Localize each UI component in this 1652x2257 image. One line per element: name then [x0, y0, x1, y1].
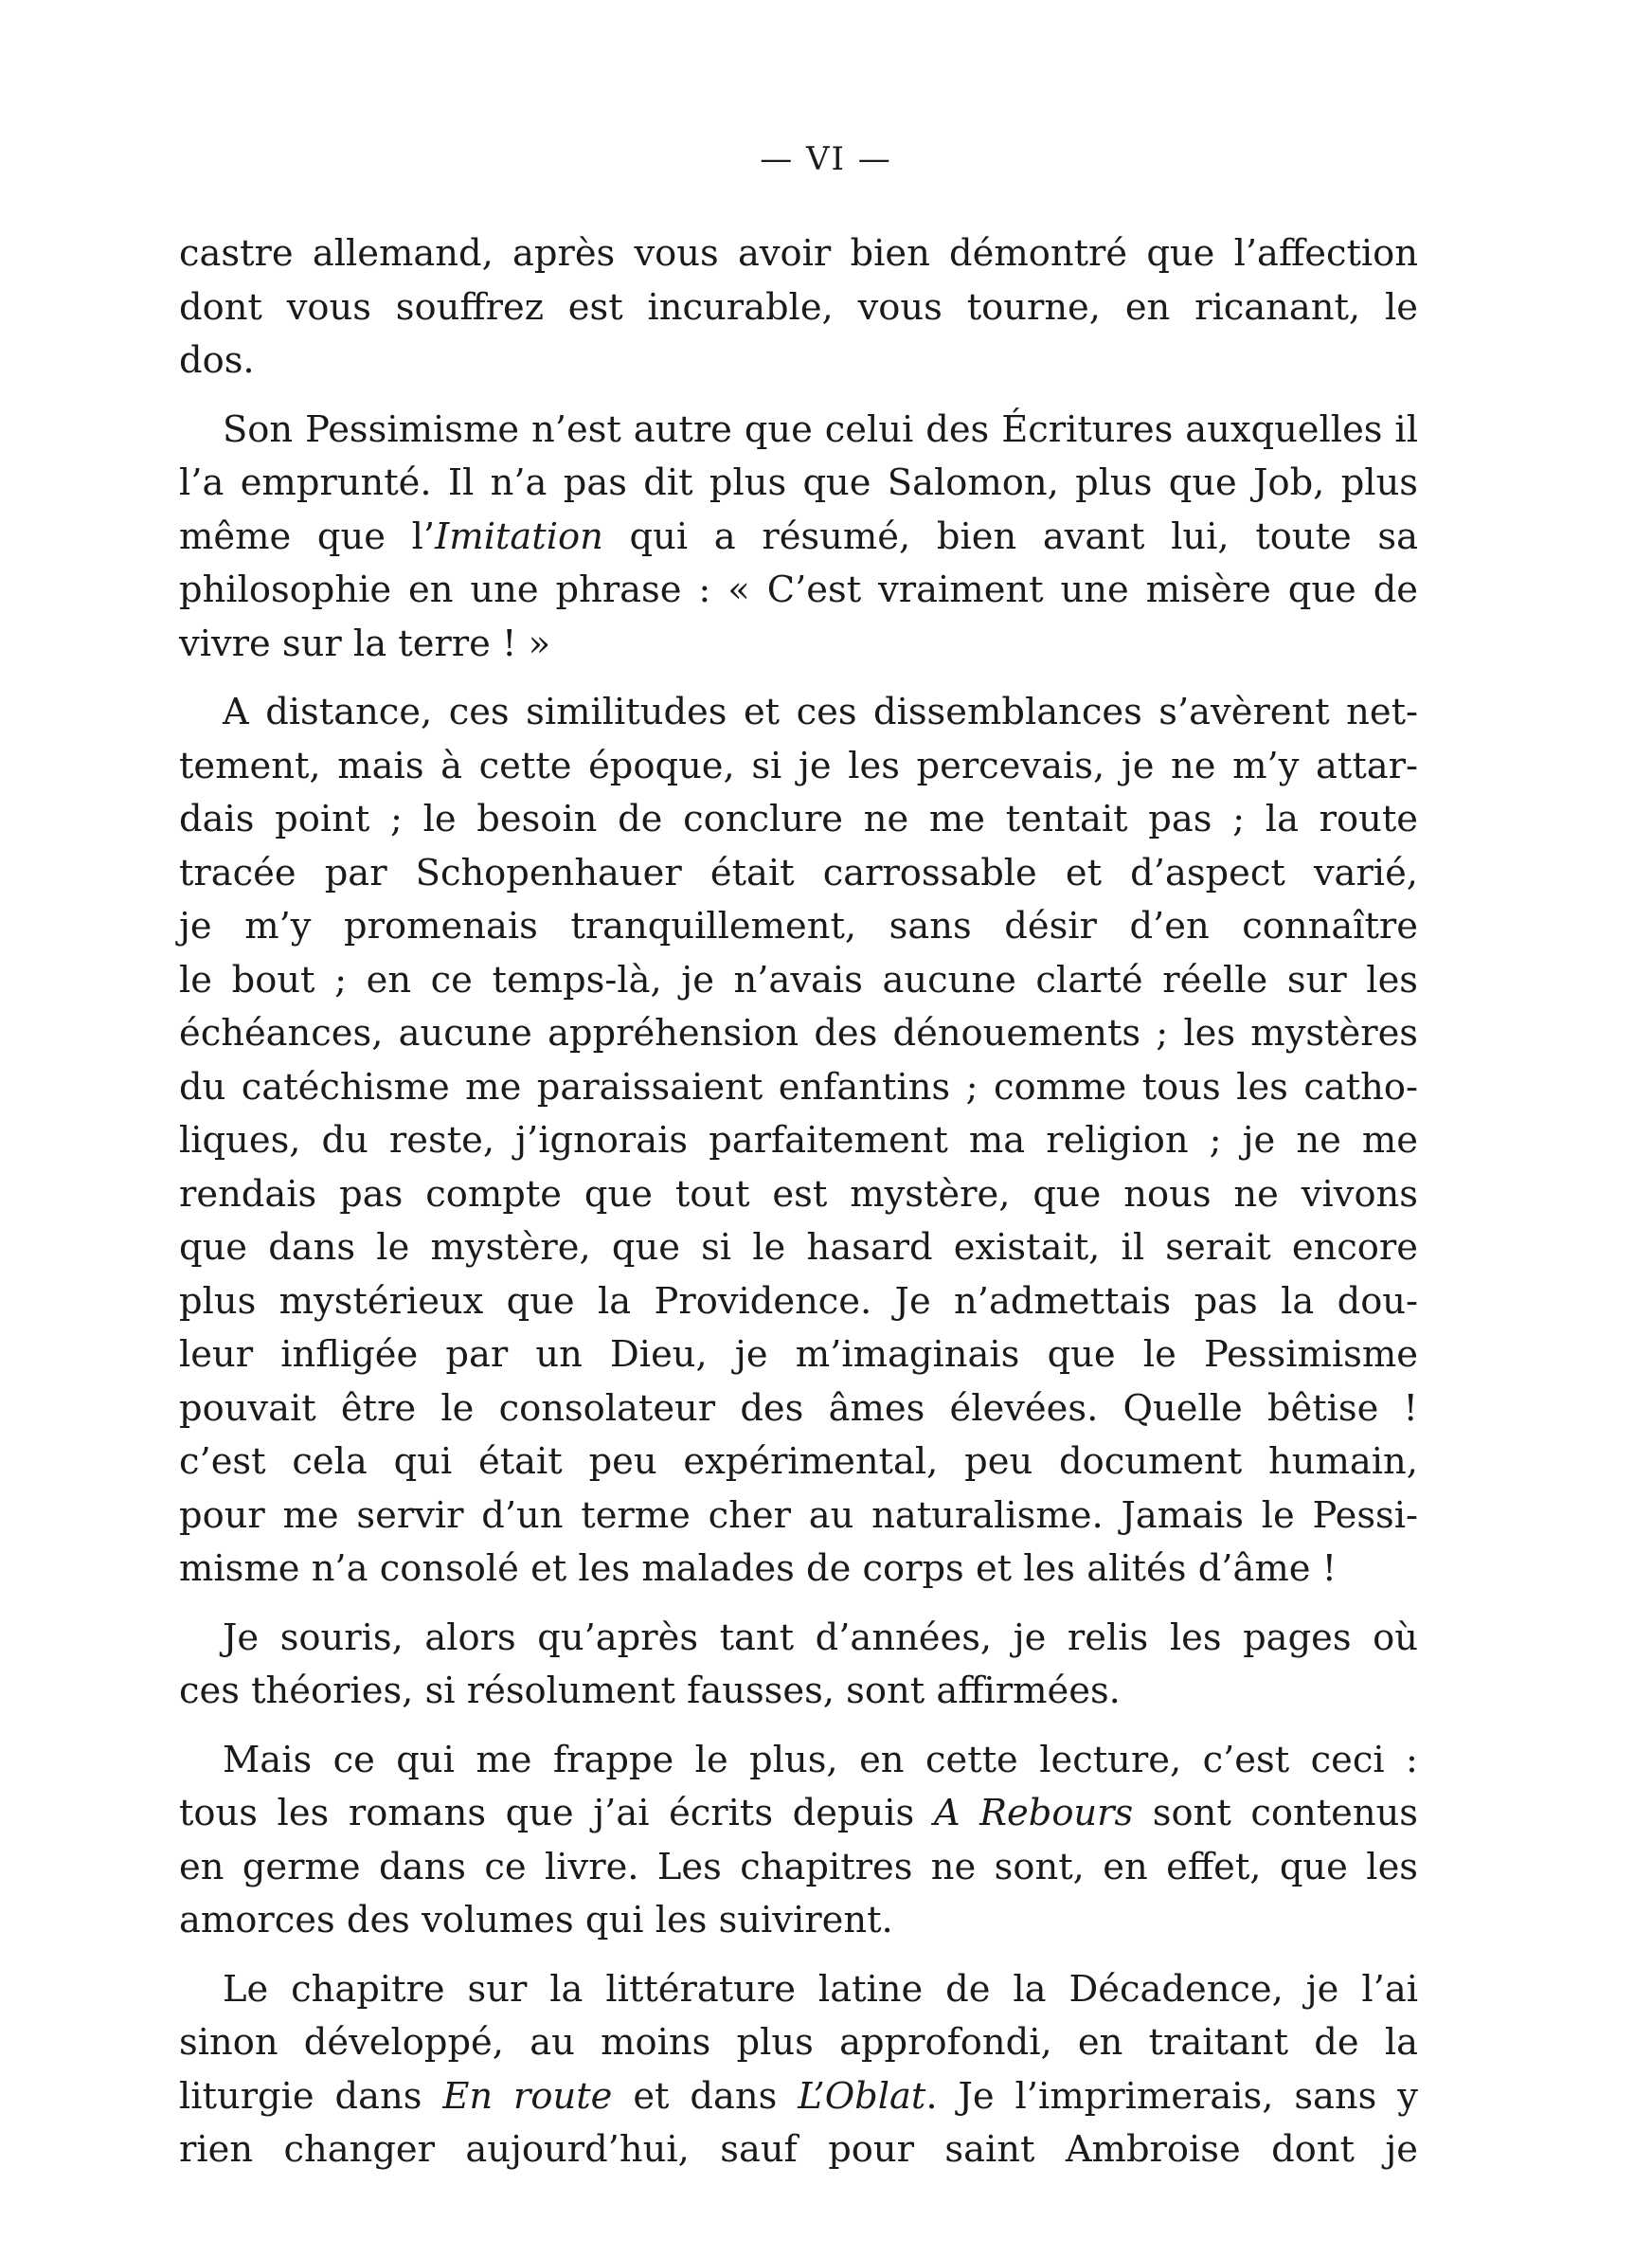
text-line — [179, 2070, 1418, 2124]
text-line — [179, 1221, 1418, 1275]
text-line — [179, 1894, 1418, 1948]
text-run: liques, du reste, j’ignorais parfaitement ma religion ; je ne me — [179, 1119, 1418, 1162]
text-line — [179, 1490, 1418, 1544]
text-run: l’a emprunté. Il n’a pas dit plus que Salomon, plus que Job, plus — [179, 461, 1418, 504]
text-run: pouvait être le consolateur des âmes élevées. Quelle bêtise ! — [179, 1386, 1418, 1430]
body-text — [179, 227, 1418, 2177]
text-line — [179, 2123, 1418, 2177]
text-line — [179, 740, 1418, 794]
text-line — [179, 1963, 1418, 2017]
text-line — [179, 793, 1418, 847]
text-run: misme n’a consolé et les malades de corps et les alités d’âme ! — [179, 1547, 1338, 1590]
text-run: liturgie dans — [179, 2074, 443, 2118]
text-line — [179, 1275, 1418, 1329]
text-run: philosophie en une phrase : « C’est vraiment une misère que de — [179, 569, 1418, 611]
text-run: tement, mais à cette époque, si je les percevais, je ne m’y attar- — [179, 744, 1418, 787]
page-number: — VI — — [760, 140, 892, 178]
text-line — [179, 1168, 1418, 1222]
text-line — [179, 564, 1418, 618]
text-line — [179, 1543, 1418, 1597]
text-run: dos. — [179, 339, 255, 382]
text-run: vivre sur la terre ! » — [179, 622, 551, 665]
text-run: Le chapitre sur la littérature latine de la Décadence, je l’ai — [223, 1967, 1418, 2011]
text-line — [179, 1061, 1418, 1115]
text-run: rien changer aujourd’hui, sauf pour saint Ambroise dont je — [179, 2128, 1418, 2171]
text-run: rendais pas compte que tout est mystère, que nous ne vivons — [179, 1172, 1418, 1216]
text-line — [179, 227, 1418, 281]
text-run: qui a résumé, bien avant lui, toute sa — [602, 515, 1419, 558]
text-line — [179, 1328, 1418, 1382]
text-line — [179, 1841, 1418, 1895]
text-run: Je souris, alors qu’après tant d’années, je relis les pages où — [223, 1616, 1418, 1659]
text-line — [179, 618, 1418, 672]
text-line — [179, 404, 1418, 458]
text-run: du catéchisme me paraissaient enfantins ; comme tous les catho- — [179, 1065, 1418, 1109]
text-run: leur infligée par un Dieu, je m’imaginais que le Pessimisme — [179, 1333, 1418, 1376]
text-run: c’est cela qui était peu expérimental, peu document humain, — [179, 1440, 1418, 1483]
text-line — [179, 2016, 1418, 2070]
text-run: castre allemand, après vous avoir bien démontré que l’affection — [179, 232, 1418, 275]
text-run: échéances, aucune appréhension des dénouements ; les mystères — [179, 1012, 1418, 1055]
text-run: tracée par Schopenhauer était carrossable et d’aspect varié, — [179, 851, 1418, 894]
text-run: ces théories, si résolument fausses, sont affirmées. — [179, 1670, 1121, 1712]
text-line — [179, 1114, 1418, 1168]
italic-title: En route — [442, 2074, 613, 2118]
text-run: sinon développé, au moins plus approfondi, en traitant de la — [179, 2021, 1418, 2064]
text-run: Son Pessimisme n’est autre que celui des Écritures auxquelles il — [223, 407, 1418, 451]
text-run: . Je l’imprimerais, sans y — [925, 2074, 1418, 2118]
text-run: sont contenus — [1133, 1792, 1418, 1834]
text-line — [179, 511, 1418, 565]
italic-title: A Rebours — [933, 1792, 1134, 1834]
text-run: en germe dans ce livre. Les chapitres ne sont, en effet, que les — [179, 1845, 1418, 1888]
text-line — [179, 1787, 1418, 1841]
text-run: même que l’ — [179, 515, 436, 558]
text-line — [179, 1665, 1418, 1719]
text-line — [179, 281, 1418, 335]
text-line — [179, 686, 1418, 740]
text-run: dais point ; le besoin de conclure ne me tentait pas ; la route — [179, 798, 1418, 840]
text-run: plus mystérieux que la Providence. Je n’admettais pas la dou- — [179, 1279, 1418, 1323]
text-run: le bout ; en ce temps-là, je n’avais aucune clarté réelle sur les — [179, 958, 1418, 1002]
text-run: Mais ce qui me frappe le plus, en cette lecture, c’est ceci : — [223, 1738, 1418, 1781]
italic-title: L’Oblat — [798, 2074, 926, 2118]
text-run: et dans — [612, 2074, 799, 2118]
text-line — [179, 1734, 1418, 1788]
text-line — [179, 1612, 1418, 1666]
text-line — [179, 1007, 1418, 1061]
text-line — [179, 1382, 1418, 1436]
text-run: A distance, ces similitudes et ces dissemblances s’avèrent net- — [223, 691, 1418, 733]
text-run: amorces des volumes qui les suivirent. — [179, 1899, 893, 1941]
text-run: je m’y promenais tranquillement, sans désir d’en connaître — [179, 905, 1418, 948]
text-line — [179, 954, 1418, 1008]
text-line — [179, 457, 1418, 511]
text-run: que dans le mystère, que si le hasard existait, il serait encore — [179, 1226, 1418, 1269]
text-run: pour me servir d’un terme cher au naturalisme. Jamais le Pessi- — [179, 1493, 1418, 1537]
text-line — [179, 900, 1418, 954]
italic-title: Imitation — [435, 515, 603, 558]
text-line — [179, 1435, 1418, 1490]
text-line — [179, 334, 1418, 388]
text-run: dont vous souffrez est incurable, vous tourne, en ricanant, le — [179, 285, 1418, 329]
text-run: tous les romans que j’ai écrits depuis — [179, 1792, 934, 1834]
text-line — [179, 847, 1418, 901]
